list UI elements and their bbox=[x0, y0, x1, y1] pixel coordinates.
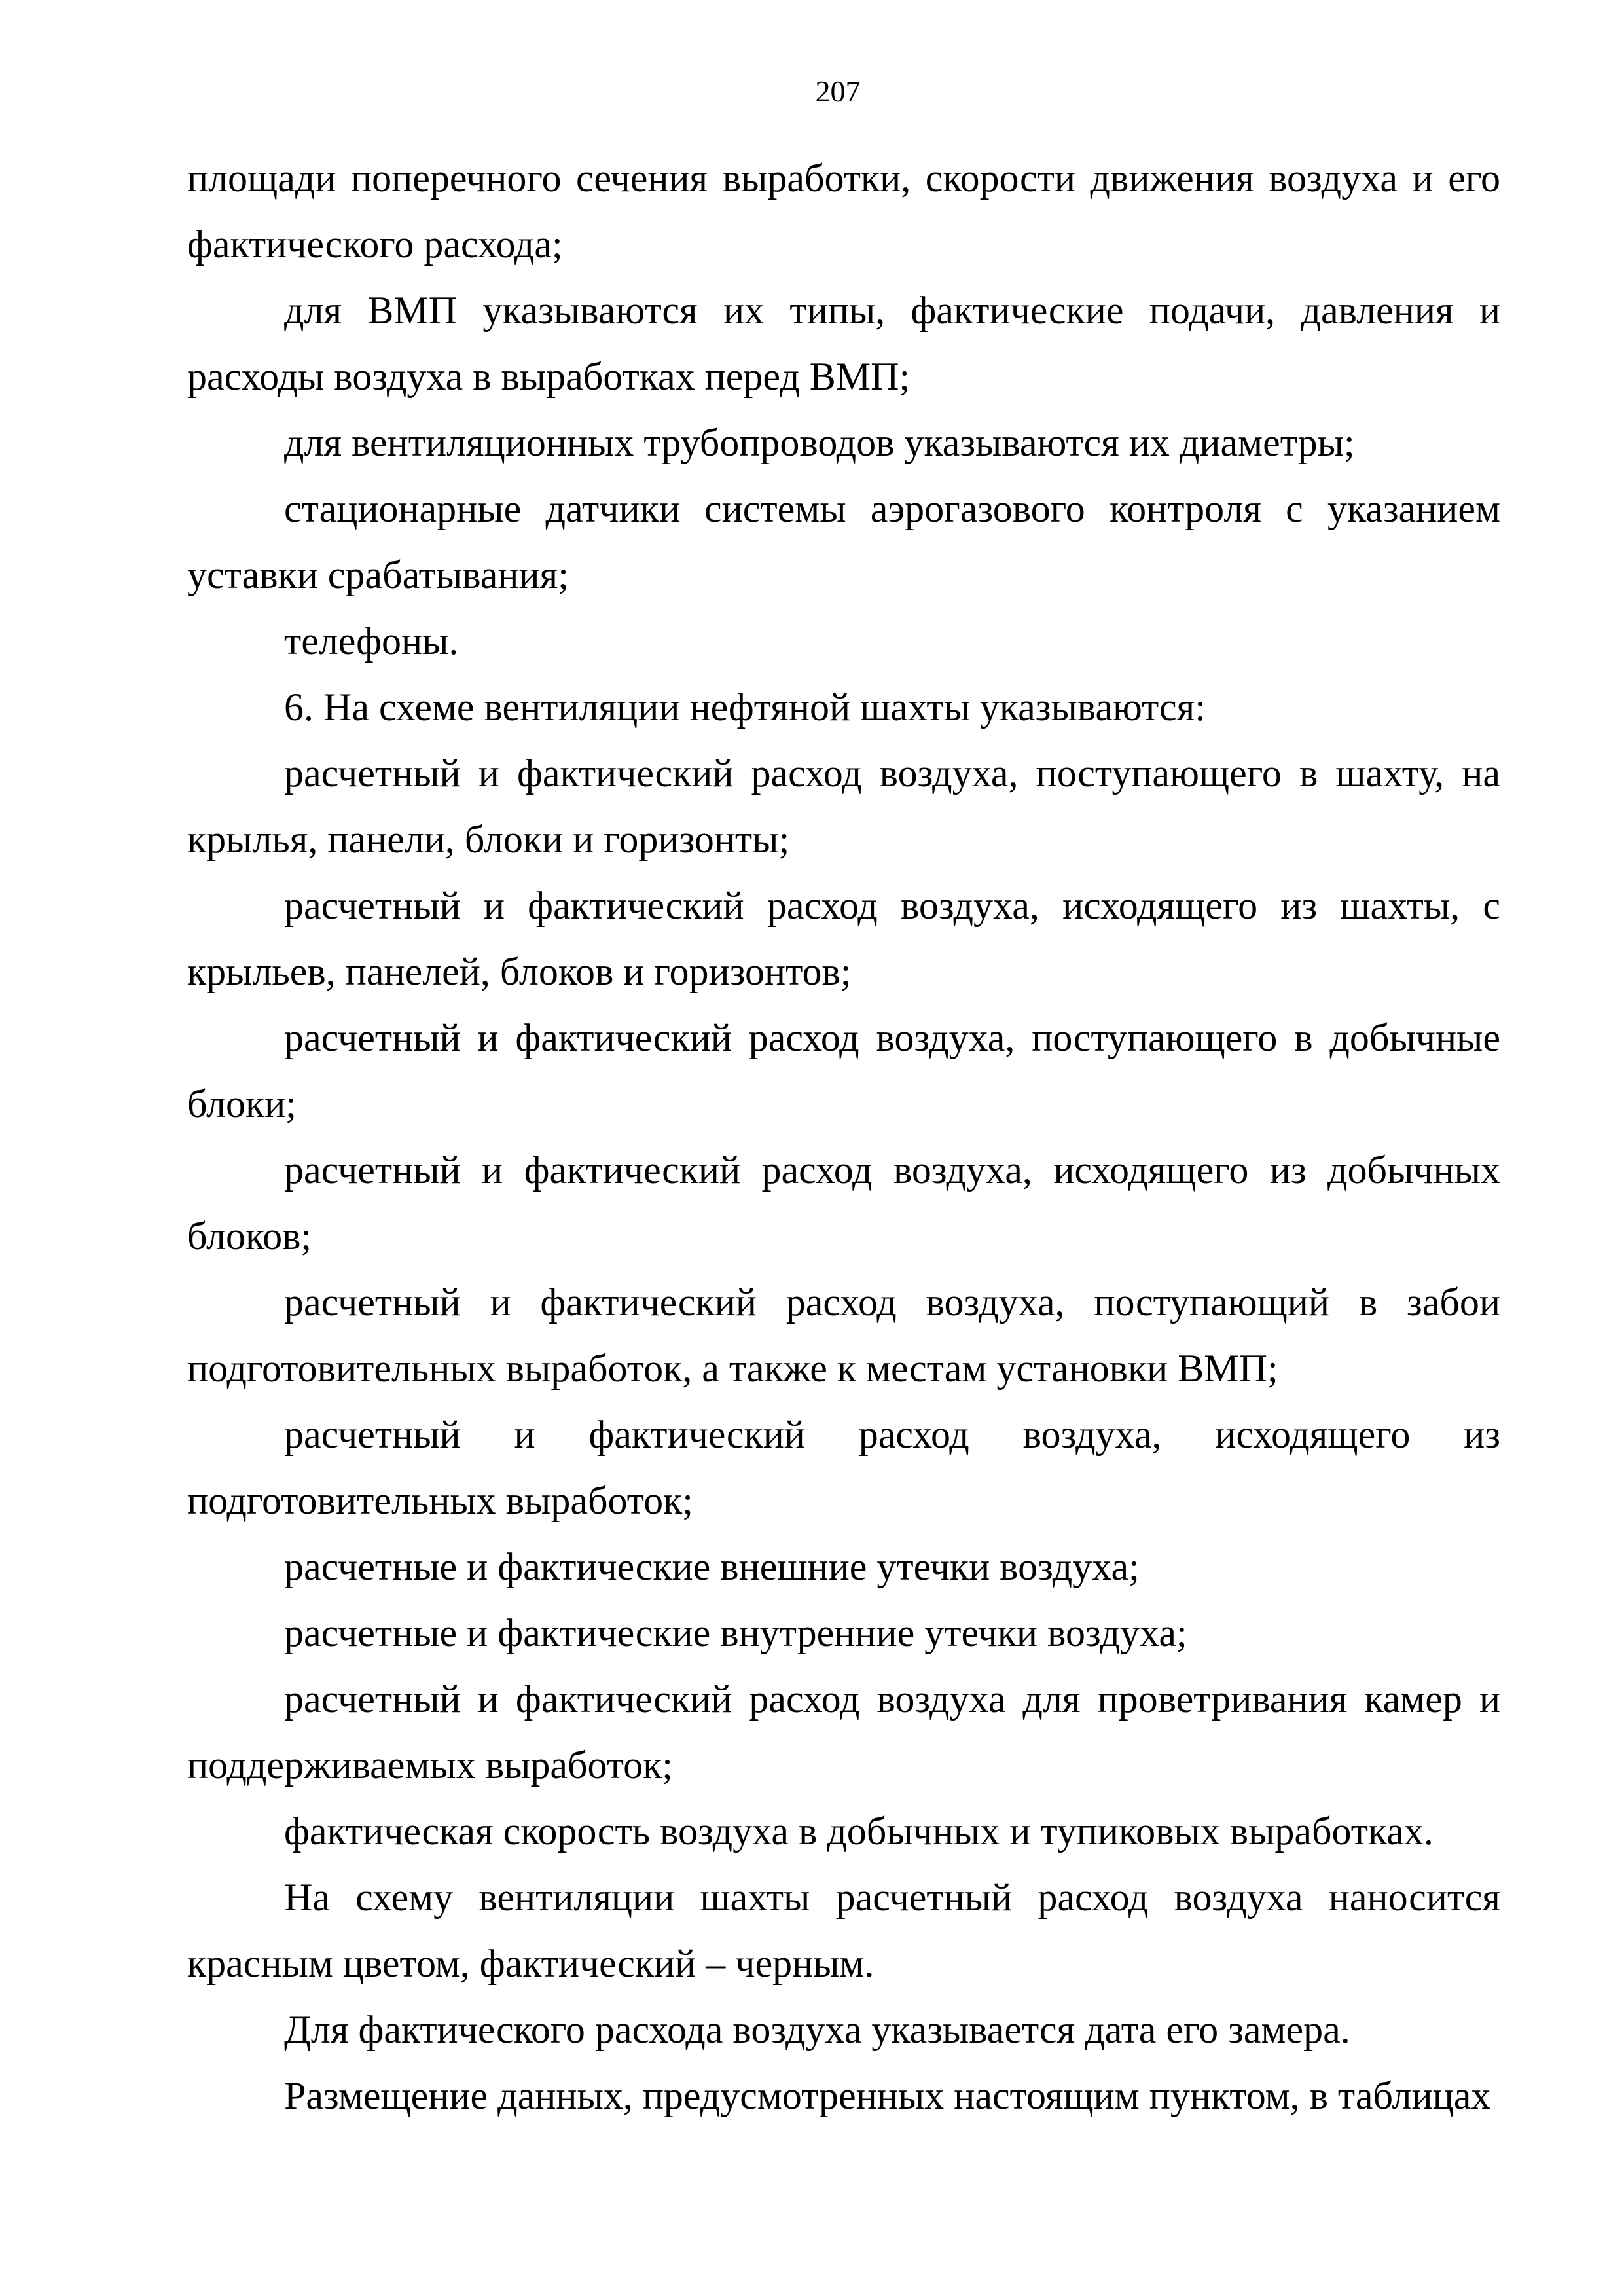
paragraph-continuation: площади поперечного сечения выработки, скорости движения воздуха и его фактического расхода; bbox=[187, 156, 1500, 266]
paragraph: Размещение данных, предусмотренных настоящим пунктом, в таблицах bbox=[284, 2074, 1491, 2117]
paragraph: расчетный и фактический расход воздуха, исходящего из добычных блоков; bbox=[187, 1148, 1500, 1258]
page-number: 207 bbox=[815, 75, 861, 108]
paragraph: расчетный и фактический расход воздуха для проветривания камер и поддерживаемых выработок; bbox=[187, 1677, 1500, 1787]
paragraph-section-heading: 6. На схеме вентиляции нефтяной шахты указываются: bbox=[284, 685, 1206, 729]
paragraph: для вентиляционных трубопроводов указываются их диаметры; bbox=[284, 421, 1355, 464]
paragraph: расчетные и фактические внешние утечки воздуха; bbox=[284, 1545, 1140, 1588]
paragraph: фактическая скорость воздуха в добычных и тупиковых выработках. bbox=[284, 1810, 1434, 1853]
paragraph: расчетный и фактический расход воздуха, исходящего из шахты, с крыльев, панелей, блоков и горизонтов; bbox=[187, 884, 1500, 993]
paragraph: расчетные и фактические внутренние утечки воздуха; bbox=[284, 1611, 1187, 1654]
document-body bbox=[187, 145, 1500, 2129]
paragraph: телефоны. bbox=[284, 619, 459, 663]
paragraph: Для фактического расхода воздуха указывается дата его замера. bbox=[284, 2008, 1350, 2051]
paragraph: стационарные датчики системы аэрогазового контроля с указанием уставки срабатывания; bbox=[187, 487, 1500, 596]
paragraph: расчетный и фактический расход воздуха, поступающий в забои подготовительных выработок, а также к местам установки ВМП; bbox=[187, 1281, 1500, 1390]
paragraph: На схему вентиляции шахты расчетный расход воздуха наносится красным цветом, фактический – черным. bbox=[187, 1876, 1500, 1985]
paragraph: расчетный и фактический расход воздуха, исходящего из подготовительных выработок; bbox=[187, 1413, 1500, 1522]
paragraph: для ВМП указываются их типы, фактические подачи, давления и расходы воздуха в выработках перед ВМП; bbox=[187, 289, 1500, 398]
paragraph: расчетный и фактический расход воздуха, поступающего в шахту, на крылья, панели, блоки и горизонты; bbox=[187, 752, 1500, 861]
paragraph: расчетный и фактический расход воздуха, поступающего в добычные блоки; bbox=[187, 1016, 1500, 1125]
